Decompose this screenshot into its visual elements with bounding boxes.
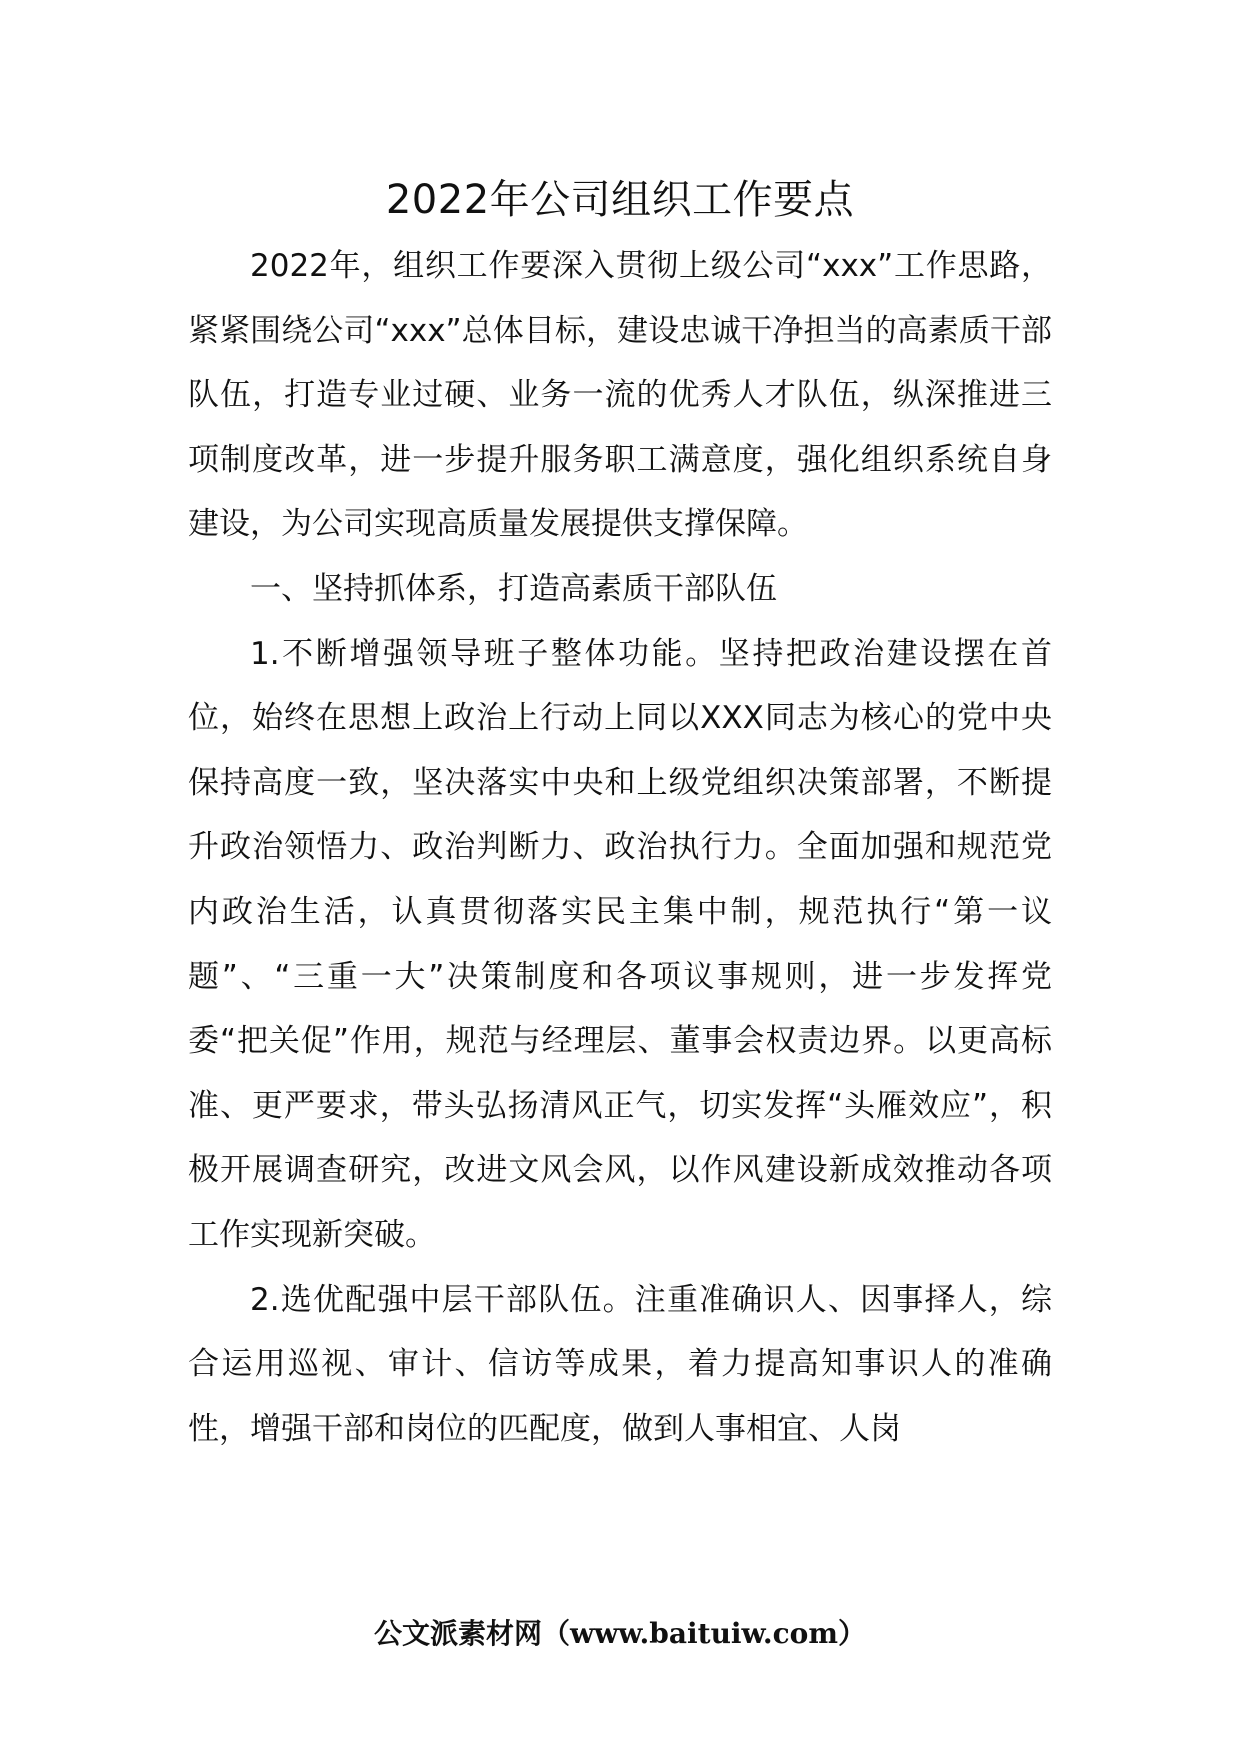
source-watermark: 公文派素材网（www.baituiw.com） <box>374 1617 866 1650</box>
item-paragraph-1: 1.不断增强领导班子整体功能。坚持把政治建设摆在首位，始终在思想上政治上行动上同以XXX同志为核心的党中央保持高度一致，坚决落实中央和上级党组织决策部署，不断提升政治领悟力、政治判断力、政治执行力。全面加强和规范党内政治生活，认真贯彻落实民主集中制，规范执行“第一议题”、“三重一大”决策制度和各项议事规则，进一步发挥党委“把关促”作用，规范与经理层、董事会权责边界。以更高标准、更严要求，带头弘扬清风正气，切实发挥“头雁效应”，积极开展调查研究，改进文风会风，以作风建设新成效推动各项工作实现新突破。 <box>188 635 1052 1253</box>
intro-paragraph: 2022年，组织工作要深入贯彻上级公司“xxx”工作思路，紧紧围绕公司“xxx”总体目标，建设忠诚干净担当的高素质干部队伍，打造专业过硬、业务一流的优秀人才队伍，纵深推进三项制度改革，进一步提升服务职工满意度，强化组织系统自身建设，为公司实现高质量发展提供支撑保障。 <box>188 248 1052 543</box>
section-heading-1: 一、坚持抓体系，打造高素质干部队伍 <box>250 570 777 607</box>
item-paragraph-2: 2.选优配强中层干部队伍。注重准确识人、因事择人，综合运用巡视、审计、信访等成果，着力提高知事识人的准确性，增强干部和岗位的匹配度，做到人事相宜、人岗 <box>188 1281 1052 1447</box>
document-body <box>188 234 1052 1461</box>
document-title: 2022年公司组织工作要点 <box>385 177 855 223</box>
